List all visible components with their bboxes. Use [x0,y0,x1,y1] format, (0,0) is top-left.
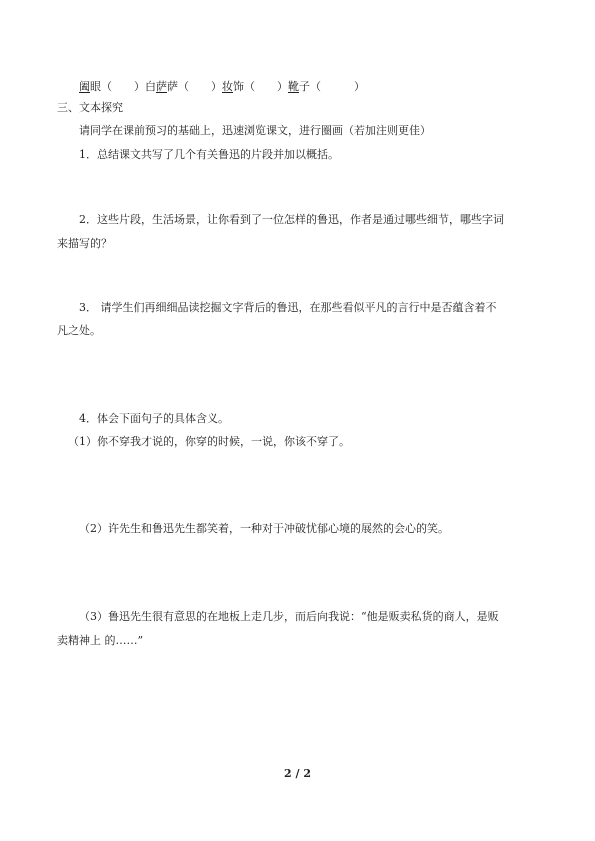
vocab-1-rest: 眼（ ） [90,80,145,93]
vocab-line [79,80,365,94]
question-4-3-line-1: （3）鲁迅先生很有意思的在地板上走几步，而后向我说：“他是贩卖私货的商人，是贩 [79,610,499,623]
vocab-1-char: 阖 [79,80,90,93]
section-heading: 三、文本探究 [57,101,123,114]
question-3-line-1: 3． 请学生们再细细品读挖掘文字背后的鲁迅，在那些看似平凡的言行中是否蕴含着不 [79,301,497,314]
vocab-4-char: 靴 [288,80,299,93]
question-4-2: （2）许先生和鲁迅先生都笑着，一种对于冲破忧郁心境的展然的会心的笑。 [79,522,449,535]
vocab-2-prefix: 白 [145,80,156,93]
question-4: 4．体会下面句子的具体含义。 [79,412,229,425]
vocab-4-rest: 子（ ） [299,80,365,93]
question-4-1: （1）你不穿我才说的，你穿的时候，一说，你该不穿了。 [68,435,350,448]
intro-text: 请同学在课前预习的基础上，迅速浏览课文，进行圈画（若加注则更佳） [79,124,431,137]
vocab-3-char: 妆 [222,80,233,93]
page-number: 2 / 2 [284,767,311,780]
question-2-line-2: 来描写的？ [57,237,112,250]
question-1: 1．总结课文共写了几个有关鲁迅的片段并加以概括。 [79,148,339,161]
question-2-line-1: 2．这些片段，生活场景，让你看到了一位怎样的鲁迅，作者是通过哪些细节，哪些字词 [79,213,504,226]
question-4-3-line-2: 卖精神上 的……” [57,634,144,647]
vocab-2-char: 萨 [156,80,167,93]
question-3-line-2: 凡之处。 [57,324,101,337]
vocab-3-rest: 饰（ ） [233,80,288,93]
vocab-2-rest: 萨（ ） [167,80,222,93]
